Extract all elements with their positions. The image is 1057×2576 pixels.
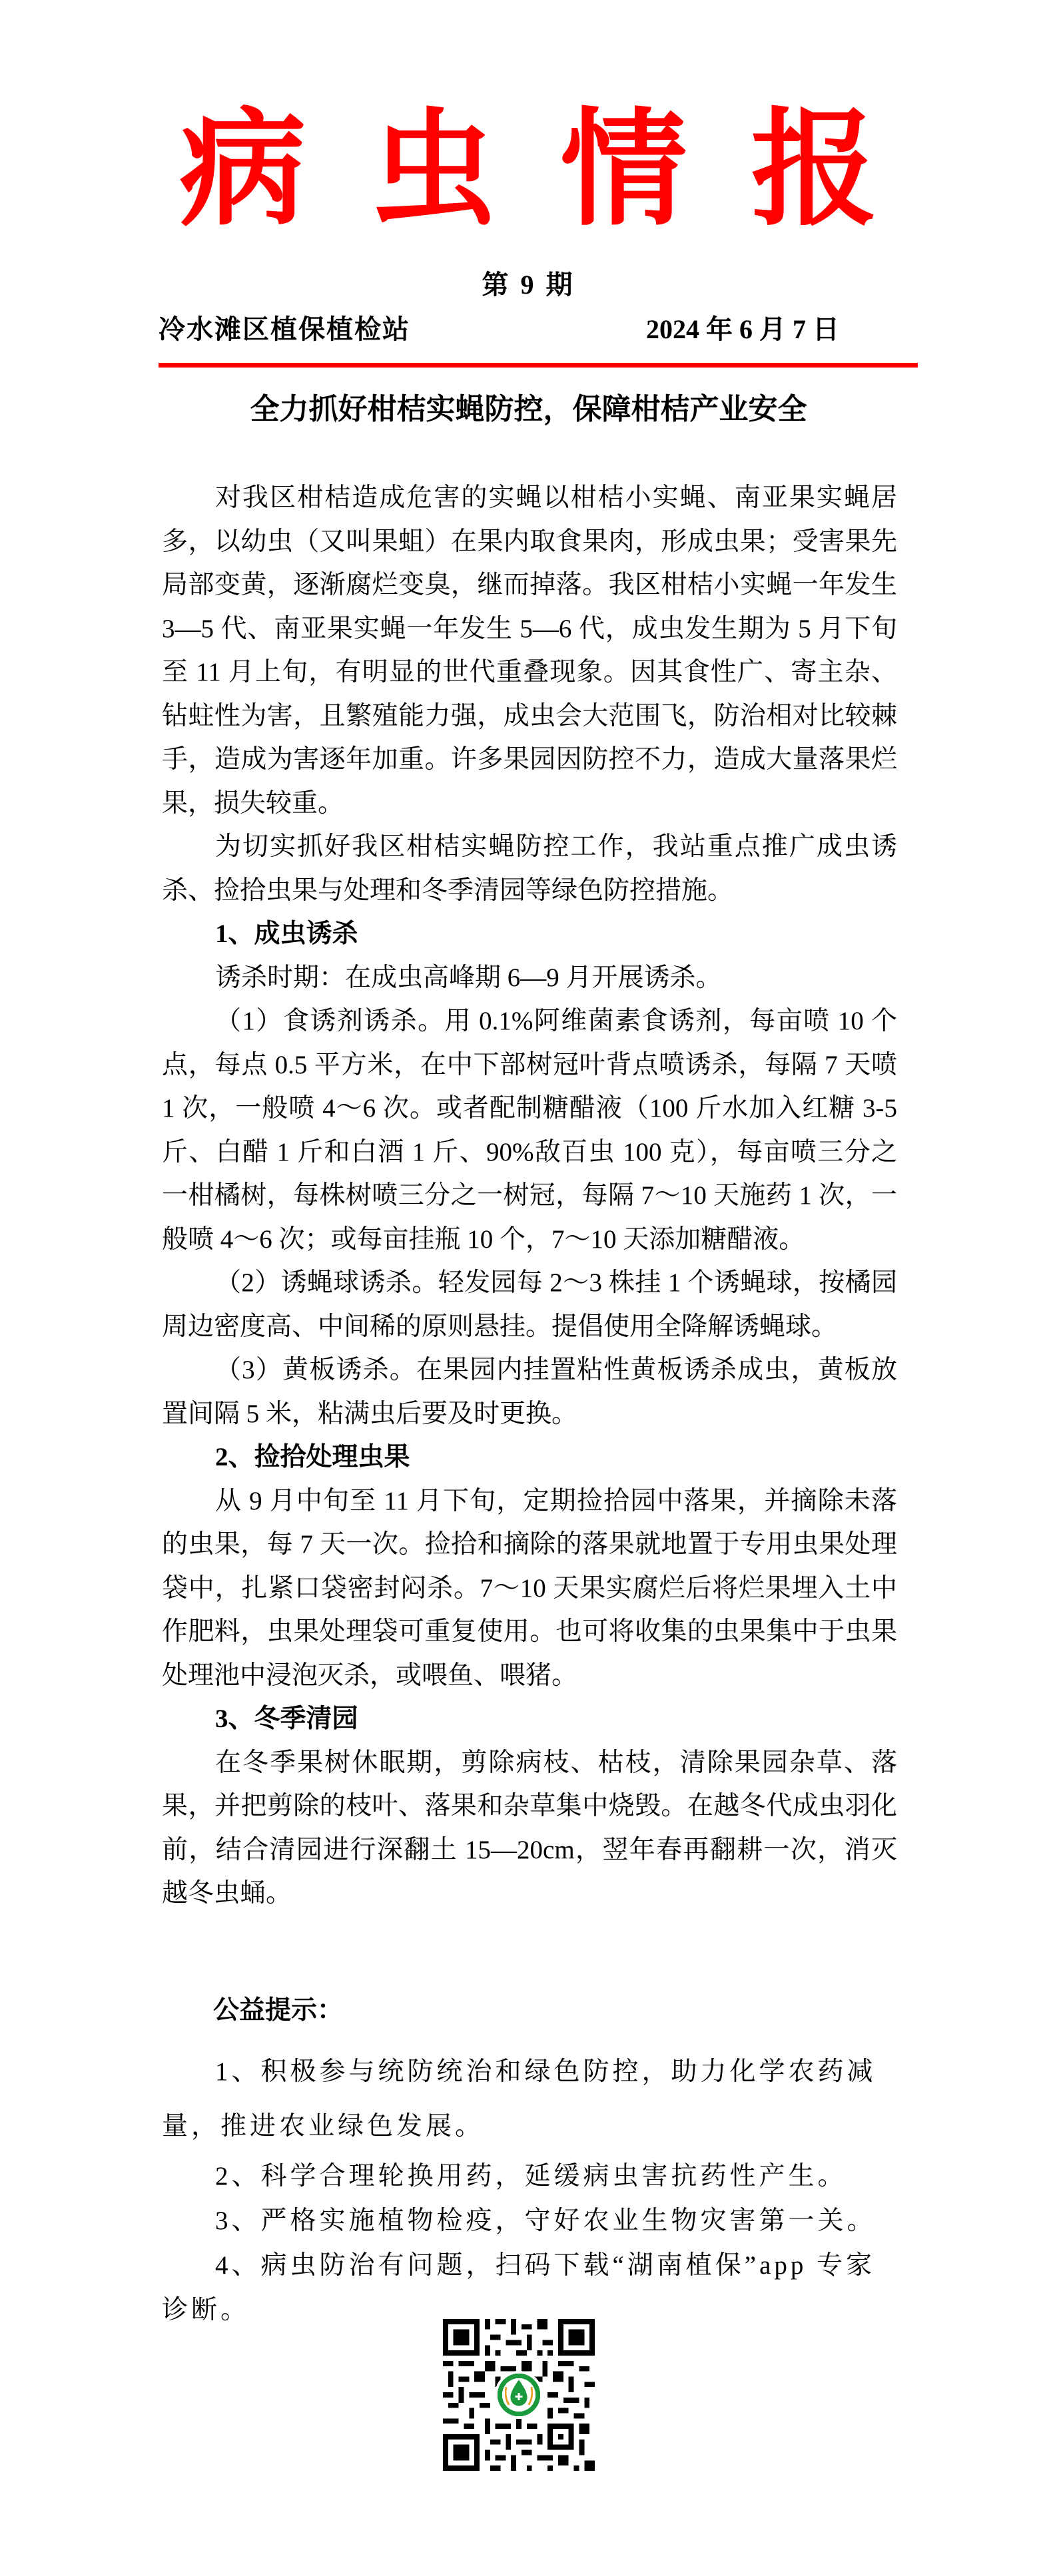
tip-item: 3、严格实施植物检疫，守好农业生物灾害第一关。	[215, 2206, 877, 2235]
section-heading: 1、成虫诱杀	[215, 919, 358, 948]
section-paragraph: （3）黄板诱杀。在果园内挂置粘性黄板诱杀成虫，黄板放置间隔 5 米，粘满虫后要及时更换。	[162, 1356, 897, 1428]
meta-row	[159, 313, 918, 346]
masthead-char: 情	[560, 96, 687, 243]
article-headline: 全力抓好柑桔实蝇防控，保障柑桔产业安全	[250, 392, 807, 426]
publish-date: 2024 年 6 月 7 日	[646, 314, 839, 344]
organization: 冷水滩区植保植检站	[159, 314, 410, 344]
section-paragraph: 在冬季果树休眠期，剪除病枝、枯枝，清除果园杂草、落果，并把剪除的枝叶、落果和杂草集中烧毁。在越冬代成虫羽化前，结合清园进行深翻土 15—20cm，翌年春再翻耕一次，消灭越冬虫蛹。	[162, 1748, 897, 1908]
tips-title: 公益提示：	[213, 1995, 344, 2025]
section-paragraph: 诱杀时期：在成虫高峰期 6—9 月开展诱杀。	[215, 963, 722, 992]
qr-code-graphic	[443, 2319, 595, 2471]
masthead-char: 病	[179, 96, 306, 243]
masthead-title	[0, 96, 1057, 243]
article-body	[162, 476, 897, 1916]
masthead-char: 报	[751, 96, 878, 243]
section-paragraph: （1）食诱剂诱杀。用 0.1%阿维菌素食诱剂，每亩喷 10 个点，每点 0.5 平方米，在中下部树冠叶背点喷诱杀，每隔 7 天喷 1 次，一般喷 4～6 次。或者配制糖醋液（100 斤水加入红糖 3-5 斤、白醋 1 斤和白酒 1 斤、90%敌百虫 100 克），每亩喷三分之一柑橘树，每株树喷三分之一树冠，每隔 7～10 天施药 1 次，一般喷 4～6 次；或每亩挂瓶 10 个，7～10 天添加糖醋液。	[162, 1007, 897, 1254]
qr-code-icon[interactable]	[443, 2319, 595, 2471]
intro-paragraph: 为切实抓好我区柑桔实蝇防控工作，我站重点推广成虫诱杀、捡拾虫果与处理和冬季清园等绿色防控措施。	[162, 832, 897, 905]
issue-number: 第 9 期	[482, 270, 575, 300]
public-tips	[162, 1994, 897, 2332]
section-paragraph: （2）诱蝇球诱杀。轻发园每 2～3 株挂 1 个诱蝇球，按橘园周边密度高、中间稀的原则悬挂。提倡使用全降解诱蝇球。	[162, 1268, 897, 1341]
intro-paragraph: 对我区柑桔造成危害的实蝇以柑桔小实蝇、南亚果实蝇居多，以幼虫（又叫果蛆）在果内取食果肉，形成虫果；受害果先局部变黄，逐渐腐烂变臭，继而掉落。我区柑桔小实蝇一年发生 3—5 代、南亚果实蝇一年发生 5—6 代，成虫发生期为 5 月下旬至 11 月上旬，有明显的世代重叠现象。因其食性广、寄主杂、钻蛀性为害，且繁殖能力强，成虫会大范围飞，防治相对比较棘手，造成为害逐年加重。许多果园因防控不力，造成大量落果烂果，损失较重。	[162, 483, 897, 818]
section-heading: 2、捡拾处理虫果	[215, 1443, 410, 1471]
section-heading: 3、冬季清园	[215, 1704, 358, 1733]
tip-item: 2、科学合理轮换用药，延缓病虫害抗药性产生。	[215, 2162, 847, 2190]
section-paragraph: 从 9 月中旬至 11 月下旬，定期捡拾园中落果，并摘除未落的虫果，每 7 天一次。捡拾和摘除的落果就地置于专用虫果处理袋中，扎紧口袋密封闷杀。7～10 天果实腐烂后将烂果埋入土中作肥料，虫果处理袋可重复使用。也可将收集的虫果集中于虫果处理池中浸泡灭杀，或喂鱼、喂猪。	[162, 1486, 897, 1690]
tip-item: 1、积极参与统防统治和绿色防控，助力化学农药减量，推进农业绿色发展。	[162, 2057, 877, 2141]
masthead-char: 虫	[370, 96, 497, 243]
header-divider	[159, 363, 918, 368]
tip-item: 4、病虫防治有问题，扫码下载“湖南植保”app 专家诊断。	[162, 2251, 876, 2324]
